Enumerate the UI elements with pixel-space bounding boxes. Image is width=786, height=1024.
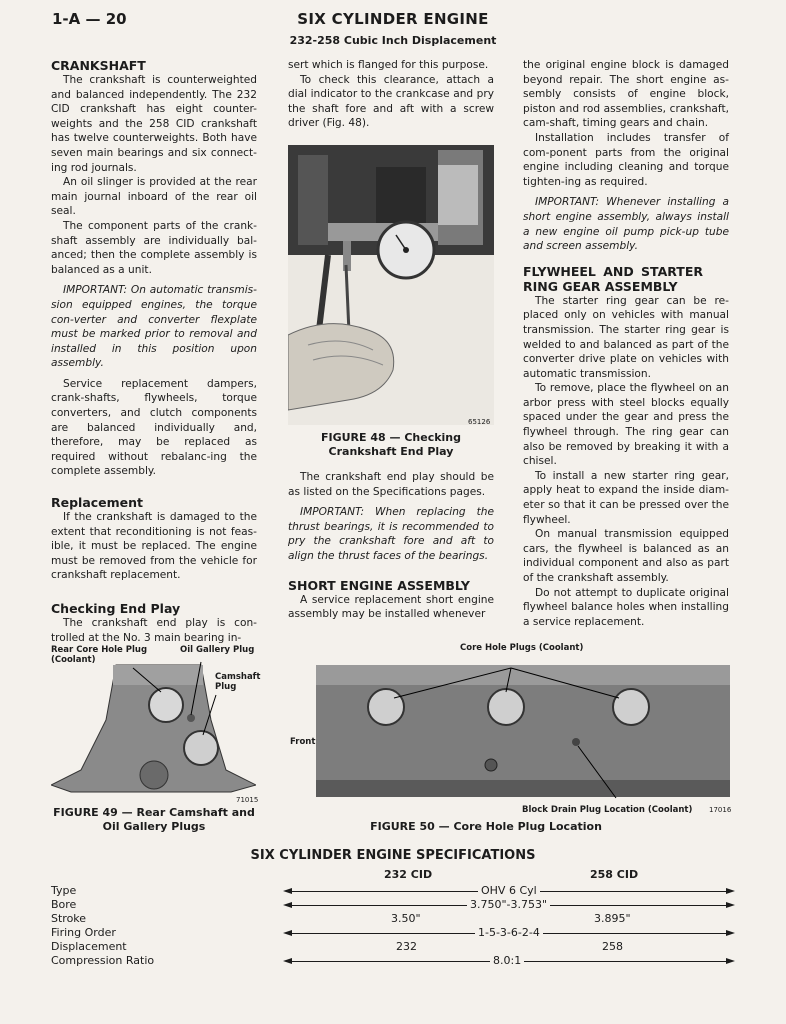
short-engine-heading: SHORT ENGINE ASSEMBLY <box>288 577 470 593</box>
spec-firing-order-value: 1-5-3-6-2-4 <box>475 926 543 939</box>
figure-49-number: 71015 <box>236 796 259 804</box>
page-number: 1-A — 20 <box>52 10 127 28</box>
paragraph: The crankshaft end play is con-trolled at the No. 3 main bearing in- <box>51 617 257 644</box>
paragraph: The crankshaft is counterweighted and balanced independently. The 232 CID crankshaft has eight counter-weights and the 258 CID crankshaft has twelve counterweights. Both have seven main bearings and six connect-ing rod journals. <box>51 74 257 174</box>
figure-50-caption: FIGURE 50 — Core Hole Plug Location <box>370 820 602 833</box>
column-1 <box>51 58 257 645</box>
figure-49-label-rear-plug: Rear Core Hole Plug (Coolant) <box>51 645 148 665</box>
paragraph: sert which is flanged for this purpose. <box>288 59 489 71</box>
figure-50-label-drain: Block Drain Plug Location (Coolant) <box>522 805 693 815</box>
important-note: IMPORTANT: Whenever installing a short engine assembly, always install a new engine oil pump pick-up tube and screen assembly. <box>523 196 729 253</box>
spec-label-bore: Bore <box>51 898 77 911</box>
page-title: SIX CYLINDER ENGINE <box>297 10 489 28</box>
specs-title: SIX CYLINDER ENGINE SPECIFICATIONS <box>250 848 536 863</box>
specs-col-232: 232 CID <box>384 868 433 881</box>
paragraph: The crankshaft end play should be as listed on the Specifications pages. <box>288 471 494 498</box>
paragraph: To check this clearance, attach a dial indicator to the crankcase and pry the shaft fore and aft with a screw driver (Fig. 48). <box>288 73 494 130</box>
paragraph: the original engine block is damaged beyond repair. The short engine as-sembly consists of engine block, piston and rod assemblies, crankshaft, cam-shaft, timing gears and chain. <box>523 59 729 130</box>
paragraph: A service replacement short engine assembly may be installed whenever <box>288 593 494 621</box>
spec-compression-value: 8.0:1 <box>490 954 524 967</box>
end-play-heading: Checking End Play <box>51 601 181 616</box>
figure-50-image <box>316 660 730 800</box>
paragraph: The starter ring gear can be re-placed only on vehicles with manual transmission. The starter ring gear is welded to and balanced as part of the converter drive plate on vehicles with automatic transmission. <box>523 294 729 380</box>
paragraph: An oil slinger is provided at the rear main journal inboard of the rear oil seal. <box>51 176 257 218</box>
spec-type-value: OHV 6 Cyl <box>478 884 540 897</box>
figure-48-number: 65126 <box>468 418 491 426</box>
spec-stroke-232: 3.50" <box>391 912 421 925</box>
paragraph: To remove, place the flywheel on an arbor press with steel blocks equally spaced under the gear and press the flywheel through. The ring gear can also be removed by breaking it with a chisel. <box>523 382 729 468</box>
engine-side-photo <box>316 660 730 800</box>
spec-label-compression: Compression Ratio <box>51 954 155 967</box>
paragraph: On manual transmission equipped cars, the flywheel is balanced as an individual component and also as part of the crankshaft assembly. <box>523 528 729 584</box>
figure-50-label-core-plugs: Core Hole Plugs (Coolant) <box>460 643 584 653</box>
important-note: IMPORTANT: When replacing the thrust bearings, it is recommended to pry the crankshaft fore and aft to align the thrust faces of the bearings. <box>288 506 494 562</box>
page-subtitle: 232-258 Cubic Inch Displacement <box>289 34 497 47</box>
specs-col-258: 258 CID <box>590 868 639 881</box>
paragraph: Do not attempt to duplicate original flywheel balance holes when installing a service replacement. <box>523 586 729 628</box>
engine-rear-photo <box>51 660 261 795</box>
dial-indicator-photo <box>288 145 494 425</box>
figure-50-label-front: Front <box>290 737 316 747</box>
spec-label-type: Type <box>51 884 77 897</box>
figure-49-label-oil-plug: Oil Gallery Plug <box>180 645 255 655</box>
figure-49-caption: FIGURE 49 — Rear Camshaft and Oil Gallery Plugs <box>53 806 255 833</box>
column-3 <box>523 58 729 629</box>
figure-48-caption: FIGURE 48 — Checking Crankshaft End Play <box>320 431 462 458</box>
flywheel-heading: FLYWHEEL AND STARTER RING GEAR ASSEMBLY <box>523 263 703 294</box>
paragraph: To install a new starter ring gear, apply heat to expand the inside diam-eter so that it can be pressed over the flywheel. <box>523 469 729 526</box>
spec-bore-value: 3.750"-3.753" <box>467 898 550 911</box>
figure-48-image <box>288 145 494 425</box>
spec-label-firing-order: Firing Order <box>51 926 116 939</box>
spec-displacement-258: 258 <box>602 940 623 953</box>
spec-stroke-258: 3.895" <box>594 912 631 925</box>
paragraph: Installation includes transfer of com-ponent parts from the original engine including cleaning and torque tighten-ing as required. <box>523 131 729 188</box>
paragraph: The component parts of the crank-shaft assembly are individually bal-anced; then the complete assembly is balanced as a unit. <box>51 219 257 276</box>
paragraph: If the crankshaft is damaged to the extent that reconditioning is not feas-ible, it must be replaced. The engine must be removed from the vehicle for crankshaft replacement. <box>51 511 257 582</box>
spec-label-displacement: Displacement <box>51 940 127 953</box>
figure-49-image <box>51 660 261 795</box>
spec-label-stroke: Stroke <box>51 912 87 925</box>
paragraph: Service replacement dampers, crank-shafts, flywheels, torque converters, and clutch components are balanced individually and, therefore, may be replaced as required without rebalanc-ing the complete assembly. <box>51 377 257 478</box>
replacement-heading: Replacement <box>51 495 144 511</box>
column-2 <box>288 58 494 131</box>
important-note: IMPORTANT: On automatic transmis-sion equipped engines, the torque con-verter and converter flexplate must be marked prior to removal and installed in this position upon assembly. <box>51 284 257 370</box>
figure-49-label-cam-plug: Camshaft Plug <box>215 672 261 692</box>
column-2-lower <box>288 470 494 622</box>
crankshaft-heading: CRANKSHAFT <box>51 58 146 73</box>
figure-50-number: 17016 <box>709 806 732 814</box>
spec-displacement-232: 232 <box>396 940 417 953</box>
